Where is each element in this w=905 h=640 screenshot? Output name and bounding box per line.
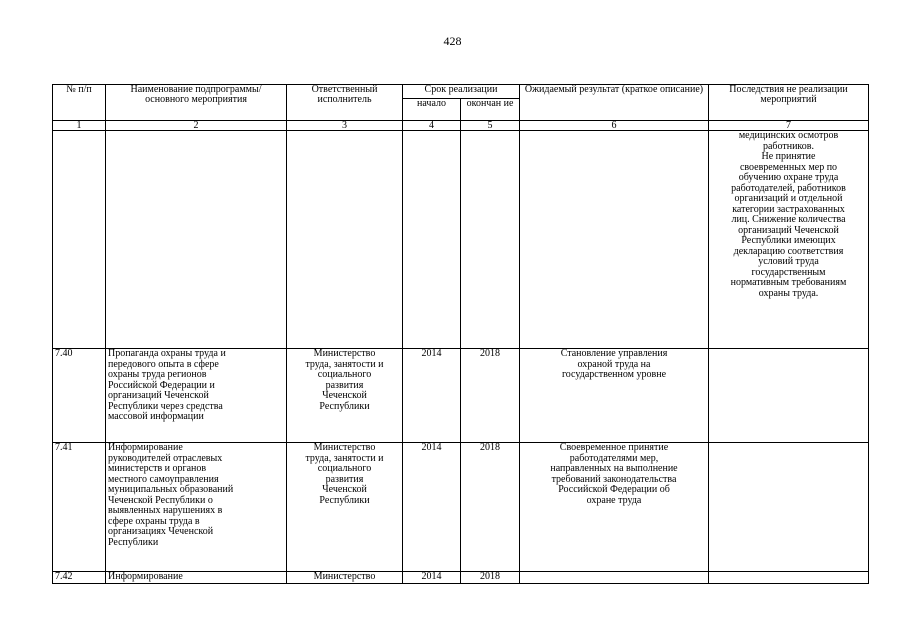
row-number: 7.42 — [53, 572, 106, 584]
consequences-cell — [709, 443, 869, 572]
header-period: Срок реализации — [403, 85, 520, 99]
table-row — [53, 572, 869, 584]
page-number: 428 — [443, 34, 462, 48]
header-executor: Ответственный исполнитель — [287, 85, 403, 121]
text-line: государственным — [751, 266, 826, 278]
text-line: развития — [325, 379, 364, 391]
text-line: работодателями мер, — [569, 452, 659, 464]
text-line: местного самоуправления — [108, 473, 219, 485]
text-line: Информирование — [108, 571, 183, 582]
text-line: Министерство — [313, 348, 376, 359]
text-line: Министерство — [313, 442, 376, 453]
column-number: 5 — [461, 121, 520, 131]
text-line: охраной труда на — [577, 358, 651, 370]
text-line: Российской Федерации об — [558, 484, 670, 495]
text-line: организаций Чеченской — [738, 224, 839, 236]
text-line: Чеченской — [322, 390, 367, 401]
column-number: 4 — [403, 121, 461, 131]
text-line: условий труда — [758, 256, 819, 267]
text-line: медицинских осмотров — [738, 130, 839, 141]
column-number: 2 — [106, 121, 287, 131]
text-line: работодателей, работников — [731, 182, 846, 194]
header-result: Ожидаемый результат (краткое описание) — [520, 85, 709, 121]
activity-name — [106, 349, 287, 443]
continuation-row — [53, 131, 869, 349]
text-line: Информирование — [108, 442, 183, 453]
text-line: охраны труда регионов — [108, 369, 207, 380]
text-line: декларацию соответствия — [733, 245, 844, 257]
end-year: 2018 — [461, 349, 520, 443]
activity-name — [106, 572, 287, 584]
row-number: 7.40 — [53, 349, 106, 443]
program-activities-table — [52, 84, 869, 584]
table-row — [53, 443, 869, 572]
text-line: Своевременное принятие — [559, 442, 669, 453]
executor-cell — [287, 349, 403, 443]
text-line: Российской Федерации и — [108, 379, 215, 391]
text-line: работников. — [762, 140, 815, 152]
text-line: министерств и органов — [108, 463, 207, 474]
result-cell — [520, 443, 709, 572]
text-line: обучению охране труда — [738, 172, 839, 183]
text-line: государственном уровне — [561, 369, 667, 380]
end-year: 2018 — [461, 443, 520, 572]
text-line: социального — [317, 369, 372, 380]
result-cell — [520, 349, 709, 443]
column-number: 6 — [520, 121, 709, 131]
text-line: охране труда — [586, 494, 642, 506]
start-year: 2014 — [403, 349, 461, 443]
text-line: категории застрахованных — [732, 203, 845, 215]
text-line: направленных на выполнение — [550, 463, 678, 474]
text-line: своевременных мер по — [739, 161, 838, 173]
result-cell — [520, 572, 709, 584]
text-line: Чеченской Республики о — [108, 494, 213, 506]
consequences-cell — [709, 572, 869, 584]
text-line: муниципальных образований — [108, 484, 234, 495]
column-number: 1 — [53, 121, 106, 131]
text-line: Республики — [108, 536, 159, 548]
header-name: Наименование подпрограммы/ основного мероприятия — [106, 85, 287, 121]
end-year: 2018 — [461, 572, 520, 584]
header-num: № п/п — [53, 85, 106, 121]
executor-cell — [287, 443, 403, 572]
header-start: начало — [403, 99, 461, 121]
text-line: организаций и отдельной — [734, 193, 843, 204]
row-number: 7.41 — [53, 443, 106, 572]
text-line: Республики через средства — [108, 400, 223, 412]
text-line: передового опыта в сфере — [108, 358, 219, 370]
text-line: сфере охраны труда в — [108, 515, 200, 527]
text-line: труда, занятости и — [305, 358, 384, 370]
text-line: лиц. Снижение количества — [731, 214, 846, 225]
executor-cell — [287, 572, 403, 584]
text-line: Республики имеющих — [741, 235, 836, 246]
consequences-cell — [709, 349, 869, 443]
text-line: требований законодательства — [551, 473, 677, 485]
text-line: Республики — [319, 494, 370, 506]
consequences-cell — [709, 131, 869, 349]
text-line: Министерство — [313, 571, 376, 582]
text-line: руководителей отраслевых — [108, 452, 223, 464]
text-line: охраны труда. — [758, 287, 819, 299]
header-end: окончан ие — [461, 99, 520, 121]
column-number-row — [53, 121, 869, 131]
text-line: Не принятие — [761, 151, 816, 162]
text-line: организаций Чеченской — [108, 390, 209, 401]
text-line: труда, занятости и — [305, 452, 384, 464]
text-line: нормативным требованиям — [730, 277, 847, 288]
text-line: Республики — [319, 400, 370, 412]
text-line: развития — [325, 473, 364, 485]
text-line: социального — [317, 463, 372, 474]
table-row — [53, 349, 869, 443]
text-line: массовой информации — [108, 411, 204, 422]
header-consequences: Последствия не реализации мероприятий — [709, 85, 869, 121]
start-year: 2014 — [403, 572, 461, 584]
column-number: 3 — [287, 121, 403, 131]
column-number: 7 — [709, 121, 869, 131]
start-year: 2014 — [403, 443, 461, 572]
text-line: Чеченской — [322, 484, 367, 495]
text-line: Пропаганда охраны труда и — [108, 348, 226, 359]
text-line: Становление управления — [560, 348, 668, 359]
text-line: организациях Чеченской — [108, 526, 214, 537]
text-line: выявленных нарушениях в — [108, 505, 223, 516]
activity-name — [106, 443, 287, 572]
